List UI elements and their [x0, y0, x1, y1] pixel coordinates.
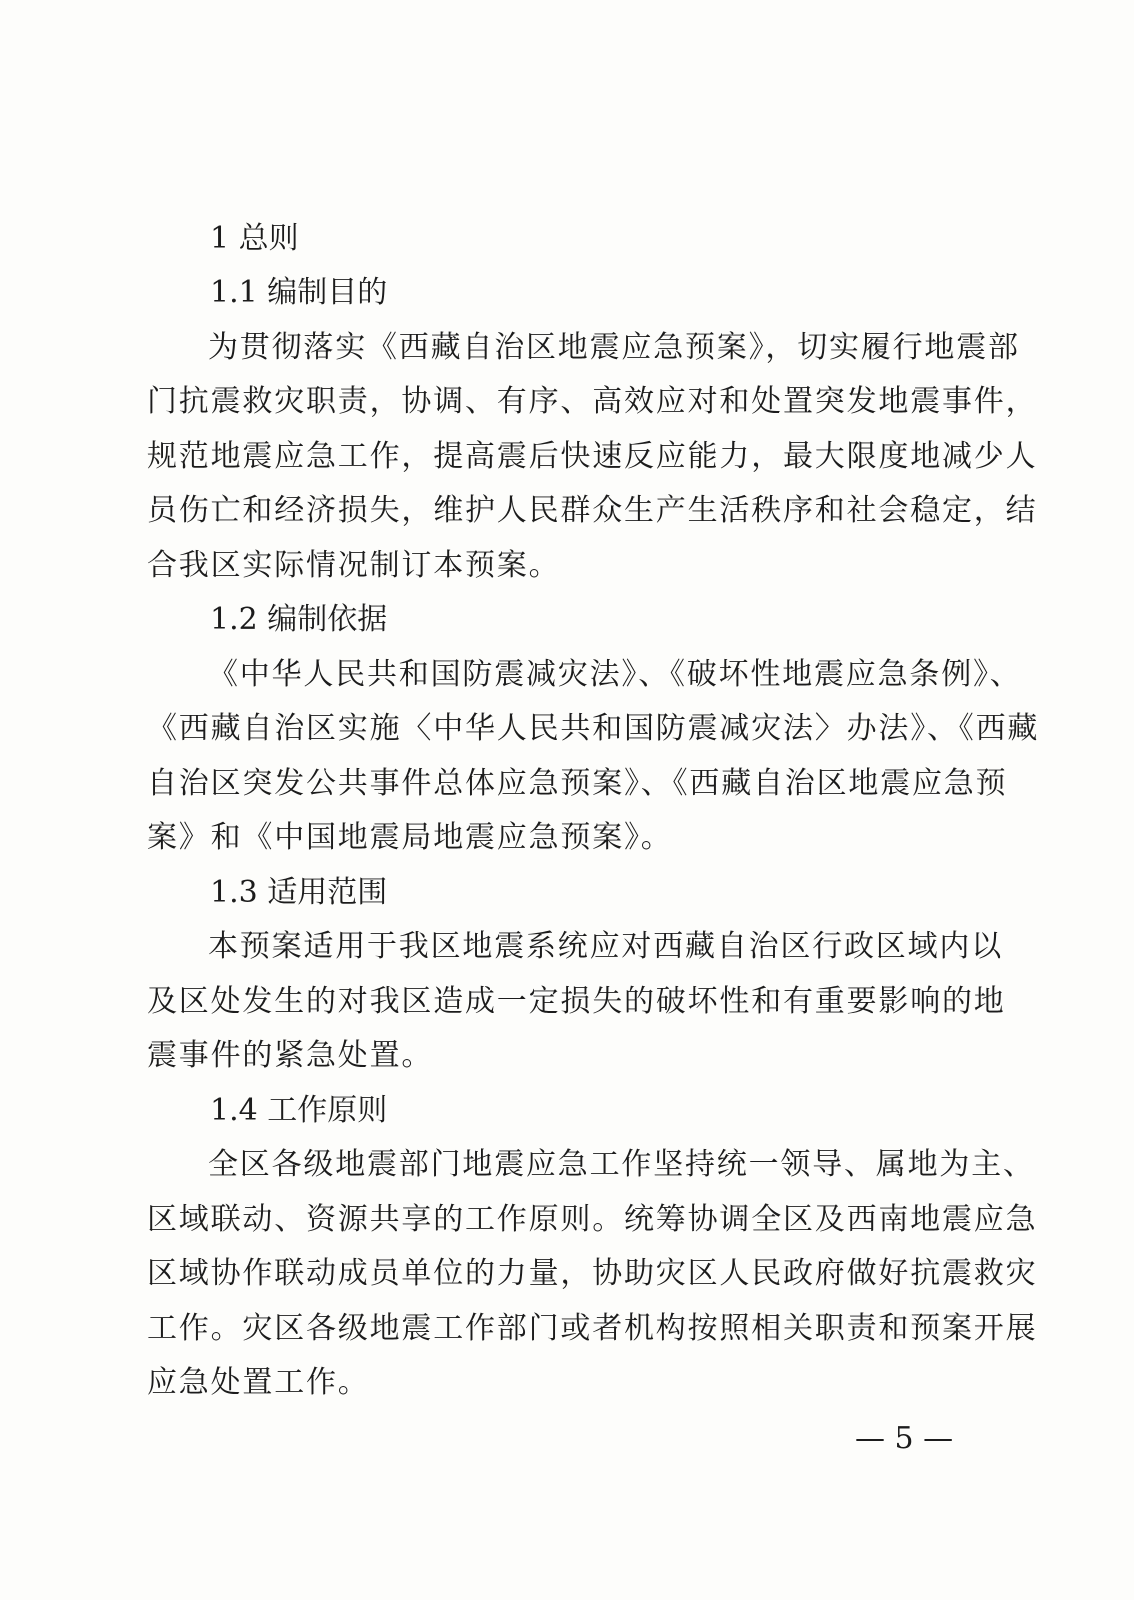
paragraph-line: 案》和《中国地震局地震应急预案》。: [147, 820, 673, 855]
section-title-principles: 1.4 工作原则: [210, 1093, 388, 1128]
paragraph-line: 区域协作联动成员单位的力量，协助灾区人民政府做好抗震救灾: [147, 1256, 1038, 1291]
paragraph-line: 《西藏自治区实施〈中华人民共和国防震减灾法〉办法》、《西藏: [147, 711, 1040, 746]
section-title-purpose: 1.1 编制目的: [210, 275, 388, 310]
section-title-scope: 1.3 适用范围: [210, 875, 388, 910]
paragraph-line: 全区各级地震部门地震应急工作坚持统一领导、属地为主、: [208, 1147, 1035, 1182]
paragraph-line: 应急处置工作。: [147, 1365, 370, 1400]
paragraph-line: 本预案适用于我区地震系统应对西藏自治区行政区域内以: [208, 929, 1003, 964]
paragraph-line: 区域联动、资源共享的工作原则。统筹协调全区及西南地震应急: [147, 1202, 1038, 1237]
paragraph-line: 及区处发生的对我区造成一定损失的破坏性和有重要影响的地: [147, 984, 1006, 1019]
paragraph-line: 门抗震救灾职责，协调、有序、高效应对和处置突发地震事件，: [147, 384, 1038, 419]
paragraph-line: 为贯彻落实《西藏自治区地震应急预案》，切实履行地震部: [208, 330, 1020, 365]
paragraph-line: 规范地震应急工作，提高震后快速反应能力，最大限度地减少人: [147, 439, 1038, 474]
paragraph-line: 自治区突发公共事件总体应急预案》、《西藏自治区地震应急预: [147, 766, 1008, 801]
paragraph-line: 合我区实际情况制订本预案。: [147, 548, 561, 583]
paragraph-line: 工作。灾区各级地震工作部门或者机构按照相关职责和预案开展: [147, 1311, 1038, 1346]
paragraph-line: 《中华人民共和国防震减灾法》、《破坏性地震应急条例》、: [208, 657, 1022, 692]
paragraph-line: 员伤亡和经济损失，维护人民群众生产生活秩序和社会稳定，结: [147, 493, 1038, 528]
paragraph-line: 震事件的紧急处置。: [147, 1038, 434, 1073]
section-title-basis: 1.2 编制依据: [210, 602, 388, 637]
page-number: — 5 —: [855, 1421, 954, 1456]
heading-general-provisions: 1 总则: [210, 221, 299, 256]
